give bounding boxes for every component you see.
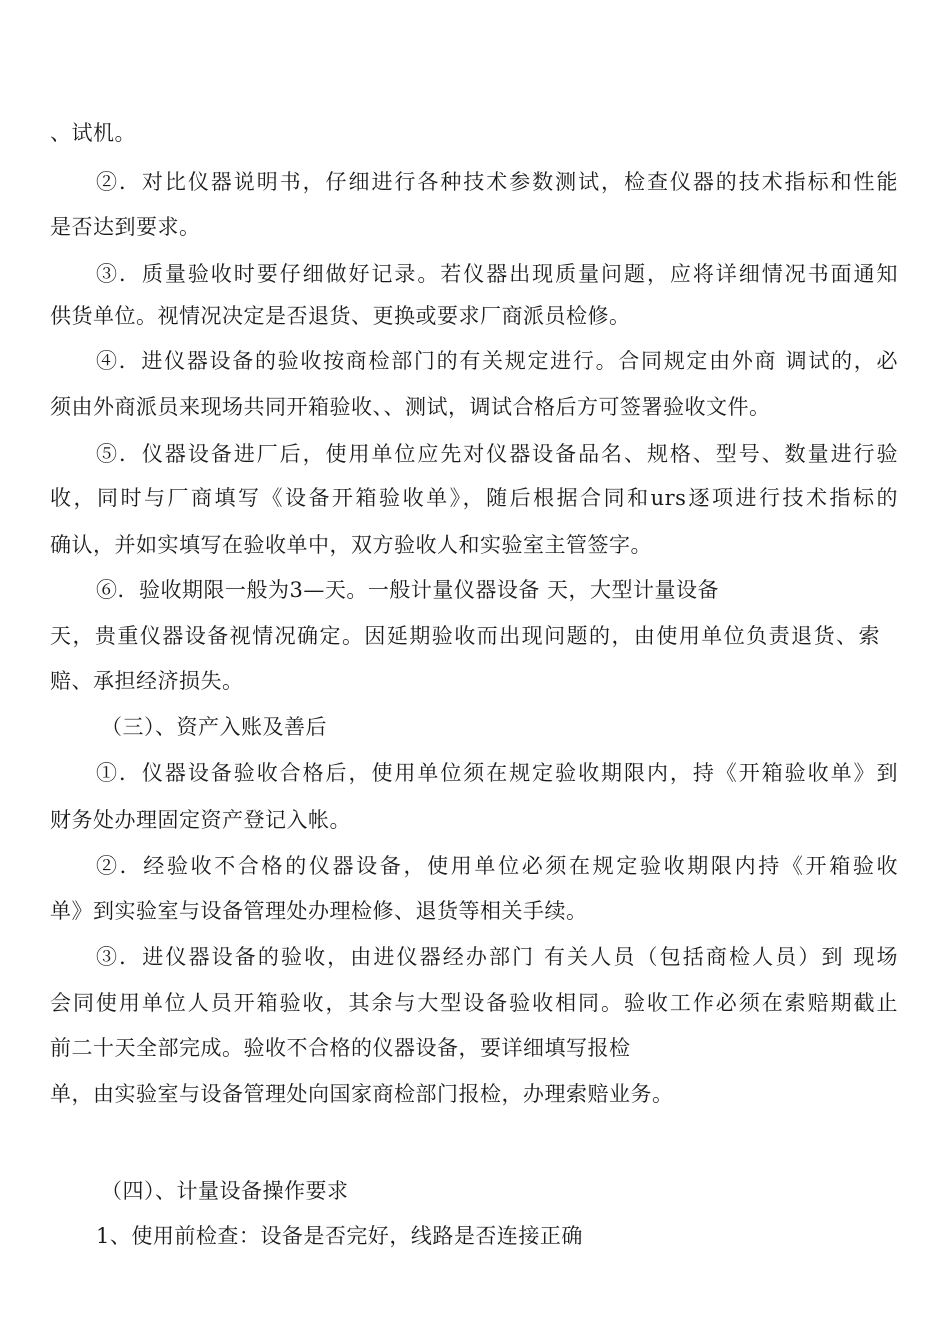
section-heading-3: （三）、资产入账及善后	[101, 715, 327, 739]
text-line-9: 收，同时与厂商填写《设备开箱验收单》，随后根据合同和urs逐项进行技术指标的	[50, 486, 898, 510]
text-line-19: ③．进仪器设备的验收，由进仪器经办部门 有关人员（包括商检人员）到 现场	[96, 945, 898, 969]
text-line-6: ④．进仪器设备的验收按商检部门的有关规定进行。合同规定由外商 调试的，必	[96, 349, 898, 373]
text-line-4: ③．质量验收时要仔细做好记录。若仪器出现质量问题，应将详细情况书面通知	[96, 262, 898, 286]
text-line-7: 须由外商派员来现场共同开箱验收、、测试，调试合格后方可签署验收文件。	[50, 395, 771, 419]
text-line-11: ⑥．验收期限一般为3—天。一般计量仪器设备 天，大型计量设备	[96, 578, 720, 602]
text-line-20: 会同使用单位人员开箱验收，其余与大型设备验收相同。验收工作必须在索赔期截止	[50, 991, 898, 1015]
text-line-24: 1、使用前检查：设备是否完好，线路是否连接正确	[96, 1224, 583, 1248]
text-line-2: ②．对比仪器说明书，仔细进行各种技术参数测试，检查仪器的技术指标和性能	[96, 170, 898, 194]
text-line-18: 单》到实验室与设备管理处办理检修、退货等相关手续。	[50, 899, 588, 923]
text-line-16: 财务处办理固定资产登记入帐。	[50, 808, 351, 832]
text-line-15: ①．仪器设备验收合格后，使用单位须在规定验收期限内，持《开箱验收单》到	[96, 761, 898, 785]
section-heading-4: （四）、计量设备操作要求	[101, 1179, 349, 1203]
text-line-21: 前二十天全部完成。验收不合格的仪器设备，要详细填写报检	[50, 1036, 631, 1060]
text-line-13: 赔、承担经济损失。	[50, 669, 244, 693]
text-line-5: 供货单位。视情况决定是否退货、更换或要求厂商派员检修。	[50, 304, 631, 328]
text-line-22: 单，由实验室与设备管理处向国家商检部门报检，办理索赔业务。	[50, 1082, 674, 1106]
text-line-17: ②．经验收不合格的仪器设备，使用单位必须在规定验收期限内持《开箱验收	[96, 854, 898, 878]
text-line-10: 确认，并如实填写在验收单中，双方验收人和实验室主管签字。	[50, 533, 652, 557]
text-line-3: 是否达到要求。	[50, 215, 201, 239]
text-line-12: 天，贵重仪器设备视情况确定。因延期验收而出现问题的，由使用单位负责退货、索	[50, 624, 880, 648]
text-line-1: 、试机。	[50, 121, 136, 145]
text-line-8: ⑤．仪器设备进厂后，使用单位应先对仪器设备品名、规格、型号、数量进行验	[96, 442, 898, 466]
